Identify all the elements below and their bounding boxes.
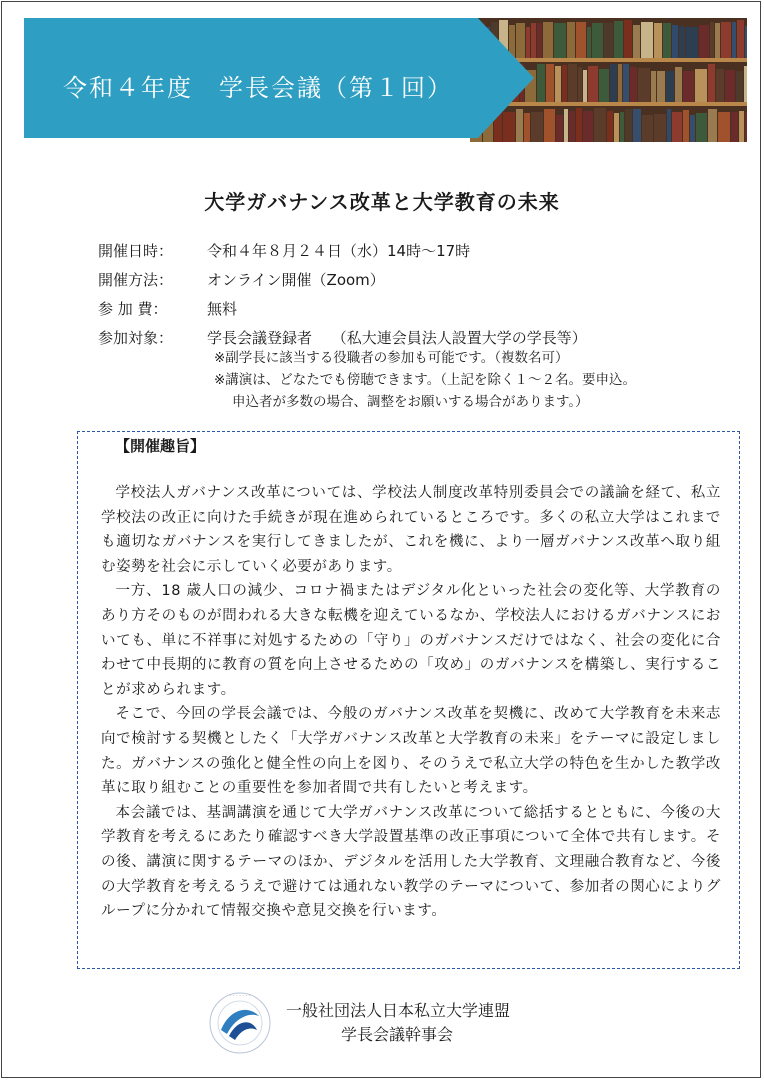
shelf-board [470,102,747,106]
book-spine [543,22,553,58]
meeting-title: 令和４年度 学長会議（第１回） [63,74,453,102]
book-spine [657,71,665,102]
book-spine [556,115,563,142]
book-spine [562,65,567,102]
document-title: 大学ガバナンス改革と大学教育の未来 [204,190,560,214]
association-logo-icon [207,990,277,1056]
book-spine [569,111,575,142]
purpose-paragraph: 学校法人ガバナンス改革については、学校法人制度改革特別委員会での議論を経て、私立学校法の改正に向けた手続きが現在進められているところです。多くの私立大学はこれまでも適切なガバナンスを実行してきましたが、これを機に、より一層ガバナンス改革へ取り組む姿勢を社会に示していく必要があります。 [101,485,721,575]
book-spine [716,69,724,102]
book-spine [710,22,714,58]
book-spine [531,112,543,142]
book-spine [745,26,747,58]
book-spine [537,23,542,58]
event-info [98,236,587,352]
book-spine [516,109,523,142]
book-spine [683,110,689,142]
info-label: 参 加 費： [98,300,168,318]
book-spine [524,113,530,142]
book-spine [642,115,653,142]
book-spine [731,112,738,142]
info-row-method [98,265,587,294]
info-row-date [98,236,587,265]
purpose-body [101,481,721,924]
book-spine [594,108,606,142]
book-spine [623,64,629,102]
info-label: 開催日時： [98,242,174,260]
book-spine [630,67,637,102]
book-spine [641,22,653,58]
book-spine [526,27,530,58]
book-spine [610,64,617,102]
book-spine [624,20,632,58]
purpose-heading: 【開催趣旨】 [115,437,206,455]
book-spine [736,71,743,102]
book-spine [604,23,613,58]
book-spine [614,21,623,58]
book-spine [620,112,624,142]
department-name: 学長会議幹事会 [341,1025,454,1044]
book-spine [675,67,682,102]
book-spine [696,113,707,142]
book-spine [663,23,671,58]
purpose-paragraph: そこで、今回の学長会議では、今般のガバナンス改革を契機に、改めて大学教育を未来志向で検討する契機としたく「大学ガバナンス改革と大学教育の未来」をテーマに設定しました。ガバナンスの強化と健全性の向上を図り、そのうえで私立大学の特色を生かした教学改革に取り組むことの重要性を参加者間で共有したいと考えます。 [101,706,721,797]
book-spine [690,115,695,142]
book-spine [576,22,586,58]
book-spine [564,109,568,142]
book-spine [651,71,656,102]
book-spine [638,68,650,102]
info-value: 令和４年８月２４日（水）14時～17時 [207,242,471,260]
book-spine [679,26,685,58]
organization-name: 一般社団法人日本私立大学連盟 [286,1001,511,1020]
book-spine [686,27,698,58]
book-spine [683,71,694,102]
book-spine [633,25,640,58]
book-spine [667,109,671,142]
book-spine [725,70,735,102]
note-line: ※講演は、どなたでも傍聴できます。（上記を除く１～２名。要申込。 [214,372,636,388]
notes [214,347,636,413]
book-spine [614,113,619,142]
note-line: 申込者が多数の場合、調整をお願いする場合があります。） [232,394,589,410]
book-spine [699,25,709,58]
info-label: 開催方法： [98,271,174,289]
book-spine [587,27,591,58]
book-spine [718,112,730,142]
book-spine [721,22,731,58]
book-spine [745,112,747,142]
book-spine [599,69,609,102]
book-spine [546,64,554,102]
book-spine [708,109,717,142]
book-spine [654,23,662,58]
book-spine [732,22,736,58]
info-row-fee [98,294,587,323]
info-value: オンライン開催（Zoom） [207,271,385,289]
purpose-paragraph: 本会議では、基調講演を通じて大学ガバナンス改革について総括するとともに、今後の大学教育を考えるにあたり確認すべき大学設置基準の改正事項について全体で共有します。その後、講演に関するテーマのほか、デジタルを活用した大学教育、文理融合教育など、今後の大学教育を考えるうえで避けては通れない教学のテーマについて、参加者の関心によりグループに分かれて情報交換や意見交換を行います。 [101,804,721,920]
book-spine [544,109,555,142]
purpose-paragraph: 一方、18 歳人口の減少、コロナ禍またはデジタル化といった社会の変化等、大学教育のあり方そのものが問われる大きな転機を迎えているなか、学校法人におけるガバナンスにおいても、単に不祥事に対処するための「守り」のガバナンスだけではなく、社会の変化に合わせて中長期的に教育の質を向上させるための「攻め」のガバナンスを構築し、実行することが求められます。 [101,583,721,698]
info-value: 無料 [207,300,238,318]
book-spine [592,23,603,58]
book-spine [576,108,582,142]
book-spine [568,64,577,102]
book-spine [531,23,536,58]
book-spine [583,111,593,142]
book-spine [516,23,525,58]
book-spine [554,23,566,58]
info-label: 参加対象： [98,329,174,347]
book-spine [567,22,575,58]
book-spine [633,109,641,142]
book-spine [503,112,515,142]
book-spine [708,64,715,102]
book-spine [625,109,632,142]
note-line: ※副学長に該当する役職者の参加も可能です。（複数名可） [214,350,569,366]
book-spine [715,23,720,58]
svg-text:· · · · · · ·: · · · · · · · [229,993,251,999]
book-spine [537,64,545,102]
book-spine [654,114,666,142]
book-spine [739,111,744,142]
book-spine [588,66,598,102]
book-spine [578,67,582,102]
book-spine [744,66,747,102]
info-value: 学長会議登録者 （私大連会員法人設置大学の学長等） [207,329,587,347]
book-spine [583,70,587,102]
book-spine [672,25,678,58]
book-spine [666,71,674,102]
book-spine [737,20,744,58]
book-spine [555,66,561,102]
book-spine [607,111,613,142]
book-spine [618,64,622,102]
book-spine [695,69,707,102]
book-spine [672,112,682,142]
